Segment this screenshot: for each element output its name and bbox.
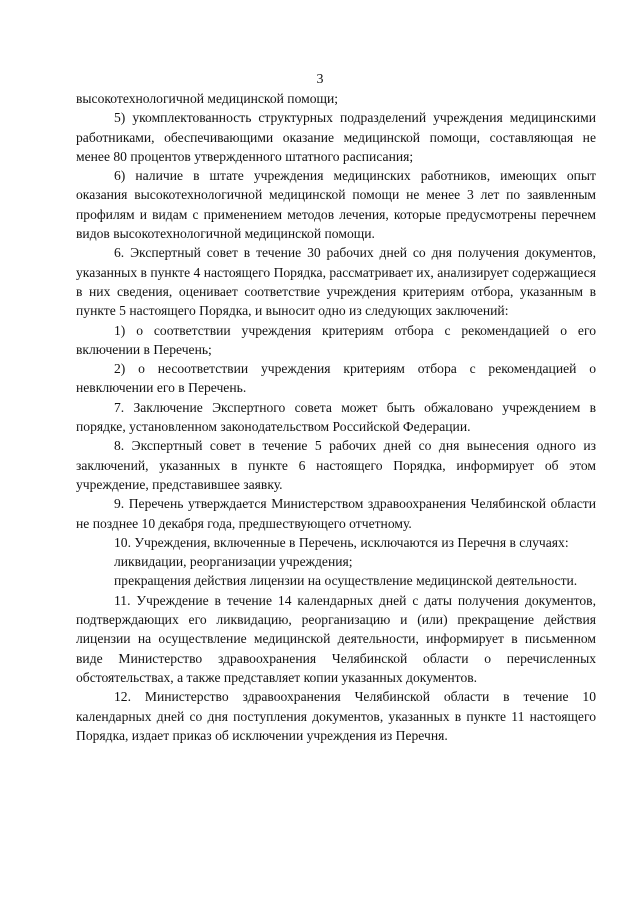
paragraph-item-5: 5) укомплектованность структурных подразделений учреждения медицинскими работниками, обеспечивающими оказание медицинской помощи, составляющая не менее 80 процентов утвержденного штатного расписания; (76, 110, 596, 164)
document-body (76, 89, 596, 745)
paragraph-clause-7: 7. Заключение Экспертного совета может быть обжаловано учреждением в порядке, установленном законодательством Российской Федерации. (76, 399, 596, 435)
paragraph-case-liquidation: ликвидации, реорганизации учреждения; (114, 554, 353, 570)
paragraph-clause-6: 6. Экспертный совет в течение 30 рабочих дней со дня получения документов, указанных в пункте 4 настоящего Порядка, рассматривает их, анализирует содержащиеся в них сведения, оценивает соответствие учреждения критериям отбора, указанным в пункте 5 настоящего Порядка, и выносит одно из следующих заключений: (76, 245, 596, 319)
paragraph-case-license: прекращения действия лицензии на осуществление медицинской деятельности. (114, 573, 578, 589)
paragraph-conclusion-1: 1) о соответствии учреждения критериям отбора с рекомендацией о его включении в Перечень; (76, 322, 596, 357)
paragraph-conclusion-2: 2) о несоответствии учреждения критериям отбора с рекомендацией о невключении его в Перечень. (76, 361, 596, 396)
paragraph-clause-8: 8. Экспертный совет в течение 5 рабочих дней со дня вынесения одного из заключений, указанных в пункте 6 настоящего Порядка, информирует об этом учреждение, представившее заявку. (76, 438, 596, 492)
paragraph-continuation: высокотехнологичной медицинской помощи; (76, 91, 339, 106)
paragraph-clause-10: 10. Учреждения, включенные в Перечень, исключаются из Перечня в случаях: (114, 534, 569, 550)
paragraph-clause-9: 9. Перечень утверждается Министерством здравоохранения Челябинской области не позднее 10 декабря года, предшествующего отчетному. (76, 496, 596, 531)
paragraph-clause-11: 11. Учреждение в течение 14 календарных дней с даты получения документов, подтверждающих его ликвидацию, реорганизацию и (или) прекращение действия лицензии на осуществление медицинской деятельности, информирует в письменном виде Министерство здравоохранения Челябинской области о перечисленных обстоятельствах, а также представляет копии указанных документов. (76, 592, 596, 685)
page-number: 3 (316, 72, 324, 87)
paragraph-item-6: 6) наличие в штате учреждения медицинских работников, имеющих опыт оказания высокотехнологичной медицинской помощи не менее 3 лет по заявленным профилям и видам с применением методов лечения, которые предусмотрены перечнем видов высокотехнологичной медицинской помощи. (76, 168, 596, 242)
paragraph-clause-12: 12. Министерство здравоохранения Челябинской области в течение 10 календарных дней со дня поступления документов, указанных в пункте 11 настоящего Порядка, издает приказ об исключении учреждения из Перечня. (76, 689, 596, 743)
